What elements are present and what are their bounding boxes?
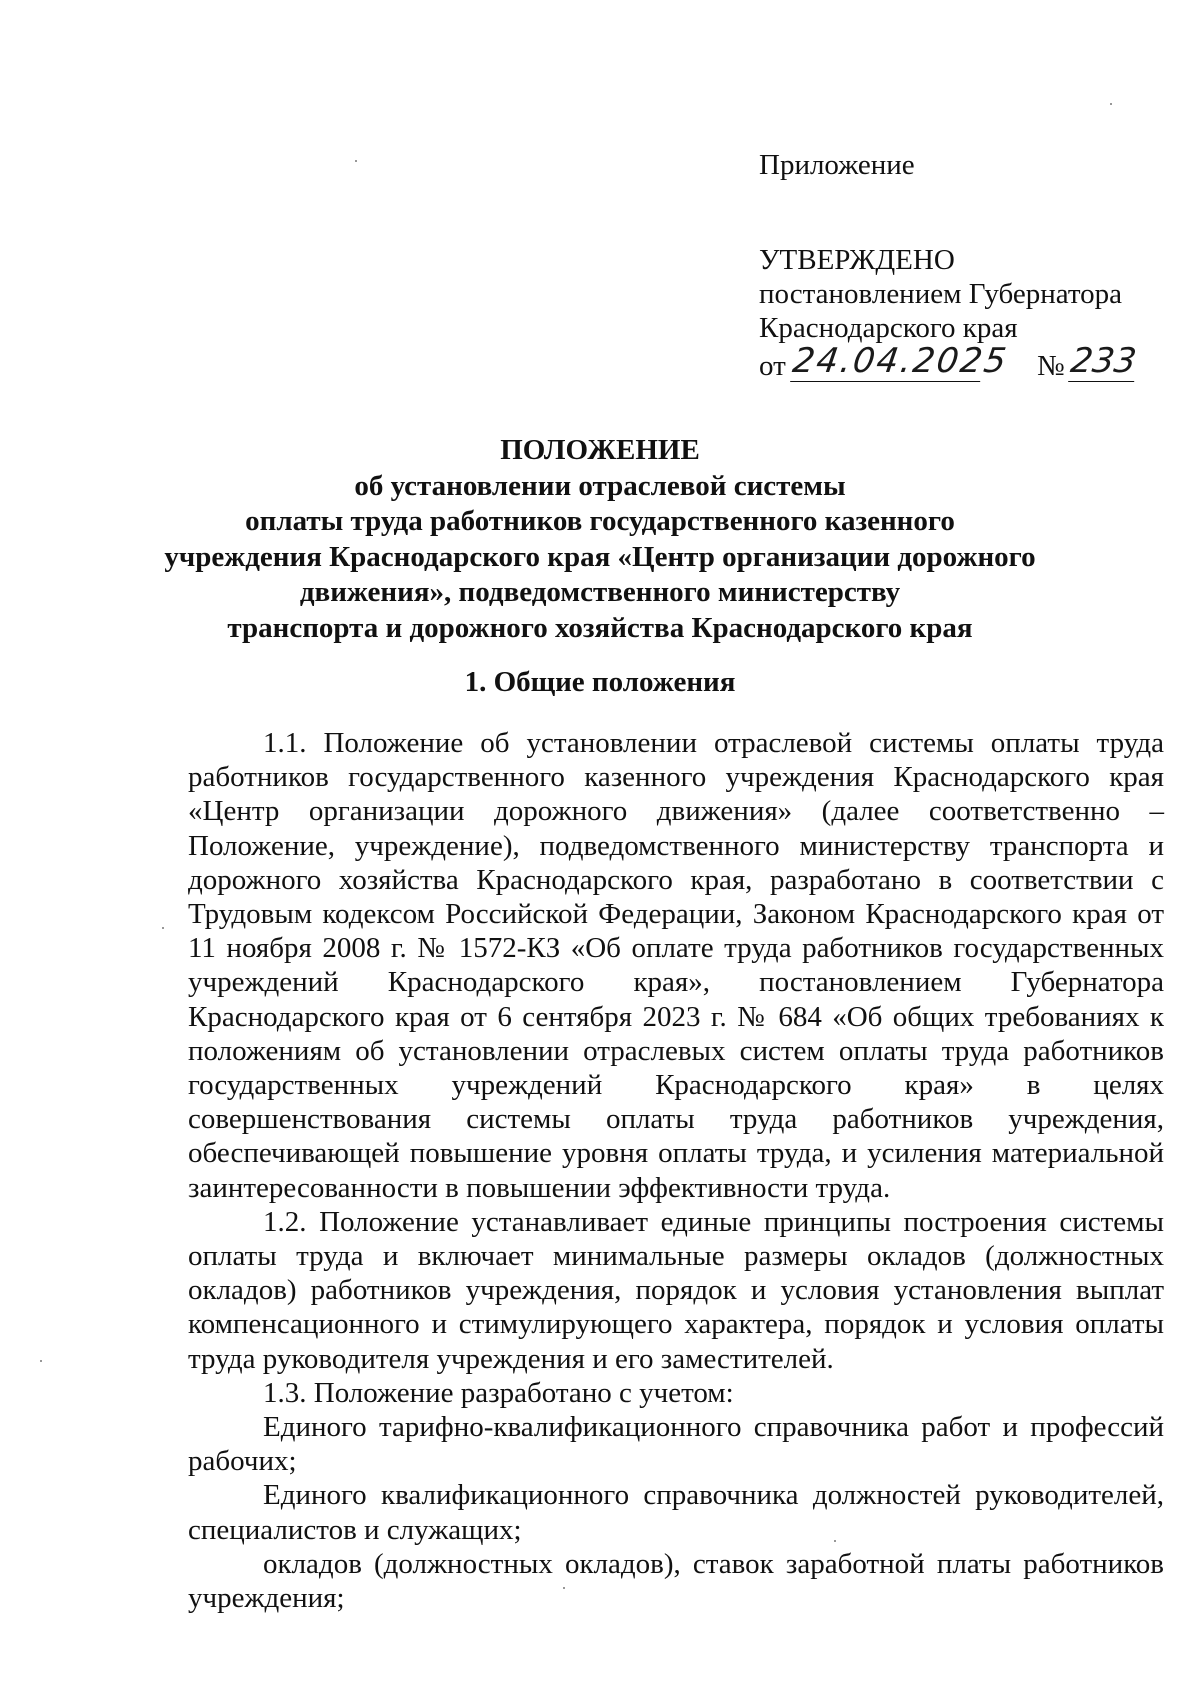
paragraph: 1.1. Положение об установлении отраслевой системы оплаты труда работников государственного казенного учреждения Краснодарского края «Центр организации дорожного движения» (далее соответственно – Положение, учреждение), подведомственного министерству транспорта и дорожного хозяйства Краснодарского края, разработано в соответствии с Трудовым кодексом Российской Федерации, Законом Краснодарского края от 11 ноября 2008 г. № 1572-КЗ «Об оплате труда работников государственных учреждений Краснодарского края», постановлением Губернатора Краснодарского края от 6 сентября 2023 г. № 684 «Об общих требованиях к положениям об установлении отраслевых систем оплаты труда работников государственных учреждений Краснодарского края» в целях совершенствования системы оплаты труда работников учреждения, обеспечивающей повышение уровня оплаты труда, и усиления материальной заинтересованности в повышении эффективности труда. [188,727,1164,1204]
scan-speck [1110,103,1112,105]
date-prefix: от [759,350,786,382]
approval-line-1: постановлением Губернатора [759,278,1123,310]
handwritten-number: 233 [1068,341,1139,381]
appendix-label: Приложение [759,149,915,181]
paragraph: Единого квалификационного справочника должностей руководителей, специалистов и служащих; [188,1479,1164,1546]
number-sign: № [1037,350,1065,382]
handwritten-date: 24.04.2025 [790,341,1011,381]
paragraph: 1.3. Положение разработано с учетом: [263,1376,734,1409]
scan-speck [834,1540,836,1542]
paragraph: Единого тарифно-квалификационного справочника работ и профессий рабочих; [188,1411,1164,1478]
paragraph: 1.2. Положение устанавливает единые принципы построения системы оплаты труда и включает минимальные размеры окладов (должностных окладов) работников учреждения, порядок и условия установления выплат компенсационного и стимулирующего характера, порядок и условия оплаты труда руководителя учреждения и его заместителей. [188,1205,1164,1375]
scan-speck [563,1587,565,1589]
approval-header: УТВЕРЖДЕНО [759,244,955,276]
approval-stamp-block [759,243,1139,385]
document-body [188,726,1164,1615]
scan-speck [355,160,357,162]
approval-line-2: Краснодарского края [759,312,1018,344]
paragraph: окладов (должностных окладов), ставок заработной платы работников учреждения; [188,1547,1164,1615]
title-line: движения», подведомственного министерству [299,576,901,608]
title-line: ПОЛОЖЕНИЕ [500,434,700,466]
title-line: транспорта и дорожного хозяйства Краснодарского края [227,611,973,644]
title-line: оплаты труда работников государственного казенного [245,505,955,537]
title-line: об установлении отраслевой системы [354,469,846,502]
scan-speck [162,927,164,929]
document-title [0,433,1200,646]
title-line: учреждения Краснодарского края «Центр организации дорожного [164,540,1036,573]
approval-date-line [759,341,1139,385]
section-heading: 1. Общие положения [464,666,736,698]
scan-speck [40,1360,42,1362]
